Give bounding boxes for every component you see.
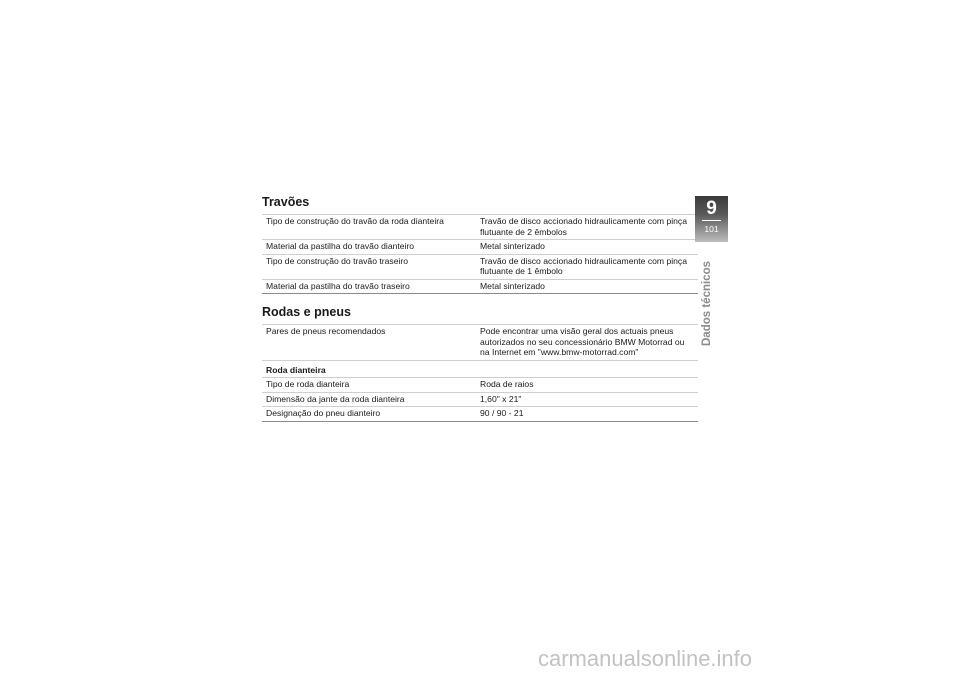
spec-value: Metal sinterizado <box>476 240 698 255</box>
chapter-side-title: Dados técnicos <box>701 261 713 346</box>
chapter-divider <box>702 220 721 221</box>
table-row <box>262 279 698 294</box>
table-row <box>262 378 698 393</box>
spec-label: Dimensão da jante da roda dianteira <box>262 392 476 407</box>
spec-value: Metal sinterizado <box>476 279 698 294</box>
section-title-wheels-tyres: Rodas e pneus <box>262 305 351 319</box>
chapter-number: 9 <box>706 198 717 219</box>
watermark: carmanualsonline.info <box>538 646 753 671</box>
spec-content <box>262 194 690 422</box>
spec-label: Designação do pneu dianteiro <box>262 407 476 422</box>
spec-label: Tipo de roda dianteira <box>262 378 476 393</box>
table-row <box>262 392 698 407</box>
spec-label: Material da pastilha do travão dianteiro <box>262 240 476 255</box>
chapter-tab <box>695 196 728 242</box>
spec-label: Material da pastilha do travão traseiro <box>262 279 476 294</box>
spec-value: Travão de disco accionado hidraulicamente com pinça flutuante de 2 êmbolos <box>476 215 698 240</box>
table-row <box>262 407 698 422</box>
spec-value: 90 / 90 - 21 <box>476 407 698 422</box>
spec-value: Pode encontrar uma visão geral dos actuais pneus autorizados no seu concessionário BMW Motorrad ou na Internet em "www.bmw-motorrad.com" <box>476 325 698 361</box>
table-row <box>262 254 698 279</box>
table-row <box>262 240 698 255</box>
spec-label: Tipo de construção do travão traseiro <box>262 254 476 279</box>
section-title-brakes: Travões <box>262 195 310 209</box>
spec-value: Travão de disco accionado hidraulicamente com pinça flutuante de 1 êmbolo <box>476 254 698 279</box>
brakes-spec-table <box>262 214 698 294</box>
wheels-spec-table <box>262 324 698 422</box>
table-row <box>262 325 698 361</box>
spec-value: 1,60" x 21" <box>476 392 698 407</box>
spec-value: Roda de raios <box>476 378 698 393</box>
subheading-front-wheel: Roda dianteira <box>262 360 698 378</box>
spec-label: Pares de pneus recomendados <box>262 325 476 361</box>
table-row <box>262 215 698 240</box>
spec-label: Tipo de construção do travão da roda dianteira <box>262 215 476 240</box>
page-number: 101 <box>704 224 719 234</box>
subheading-row <box>262 360 698 378</box>
